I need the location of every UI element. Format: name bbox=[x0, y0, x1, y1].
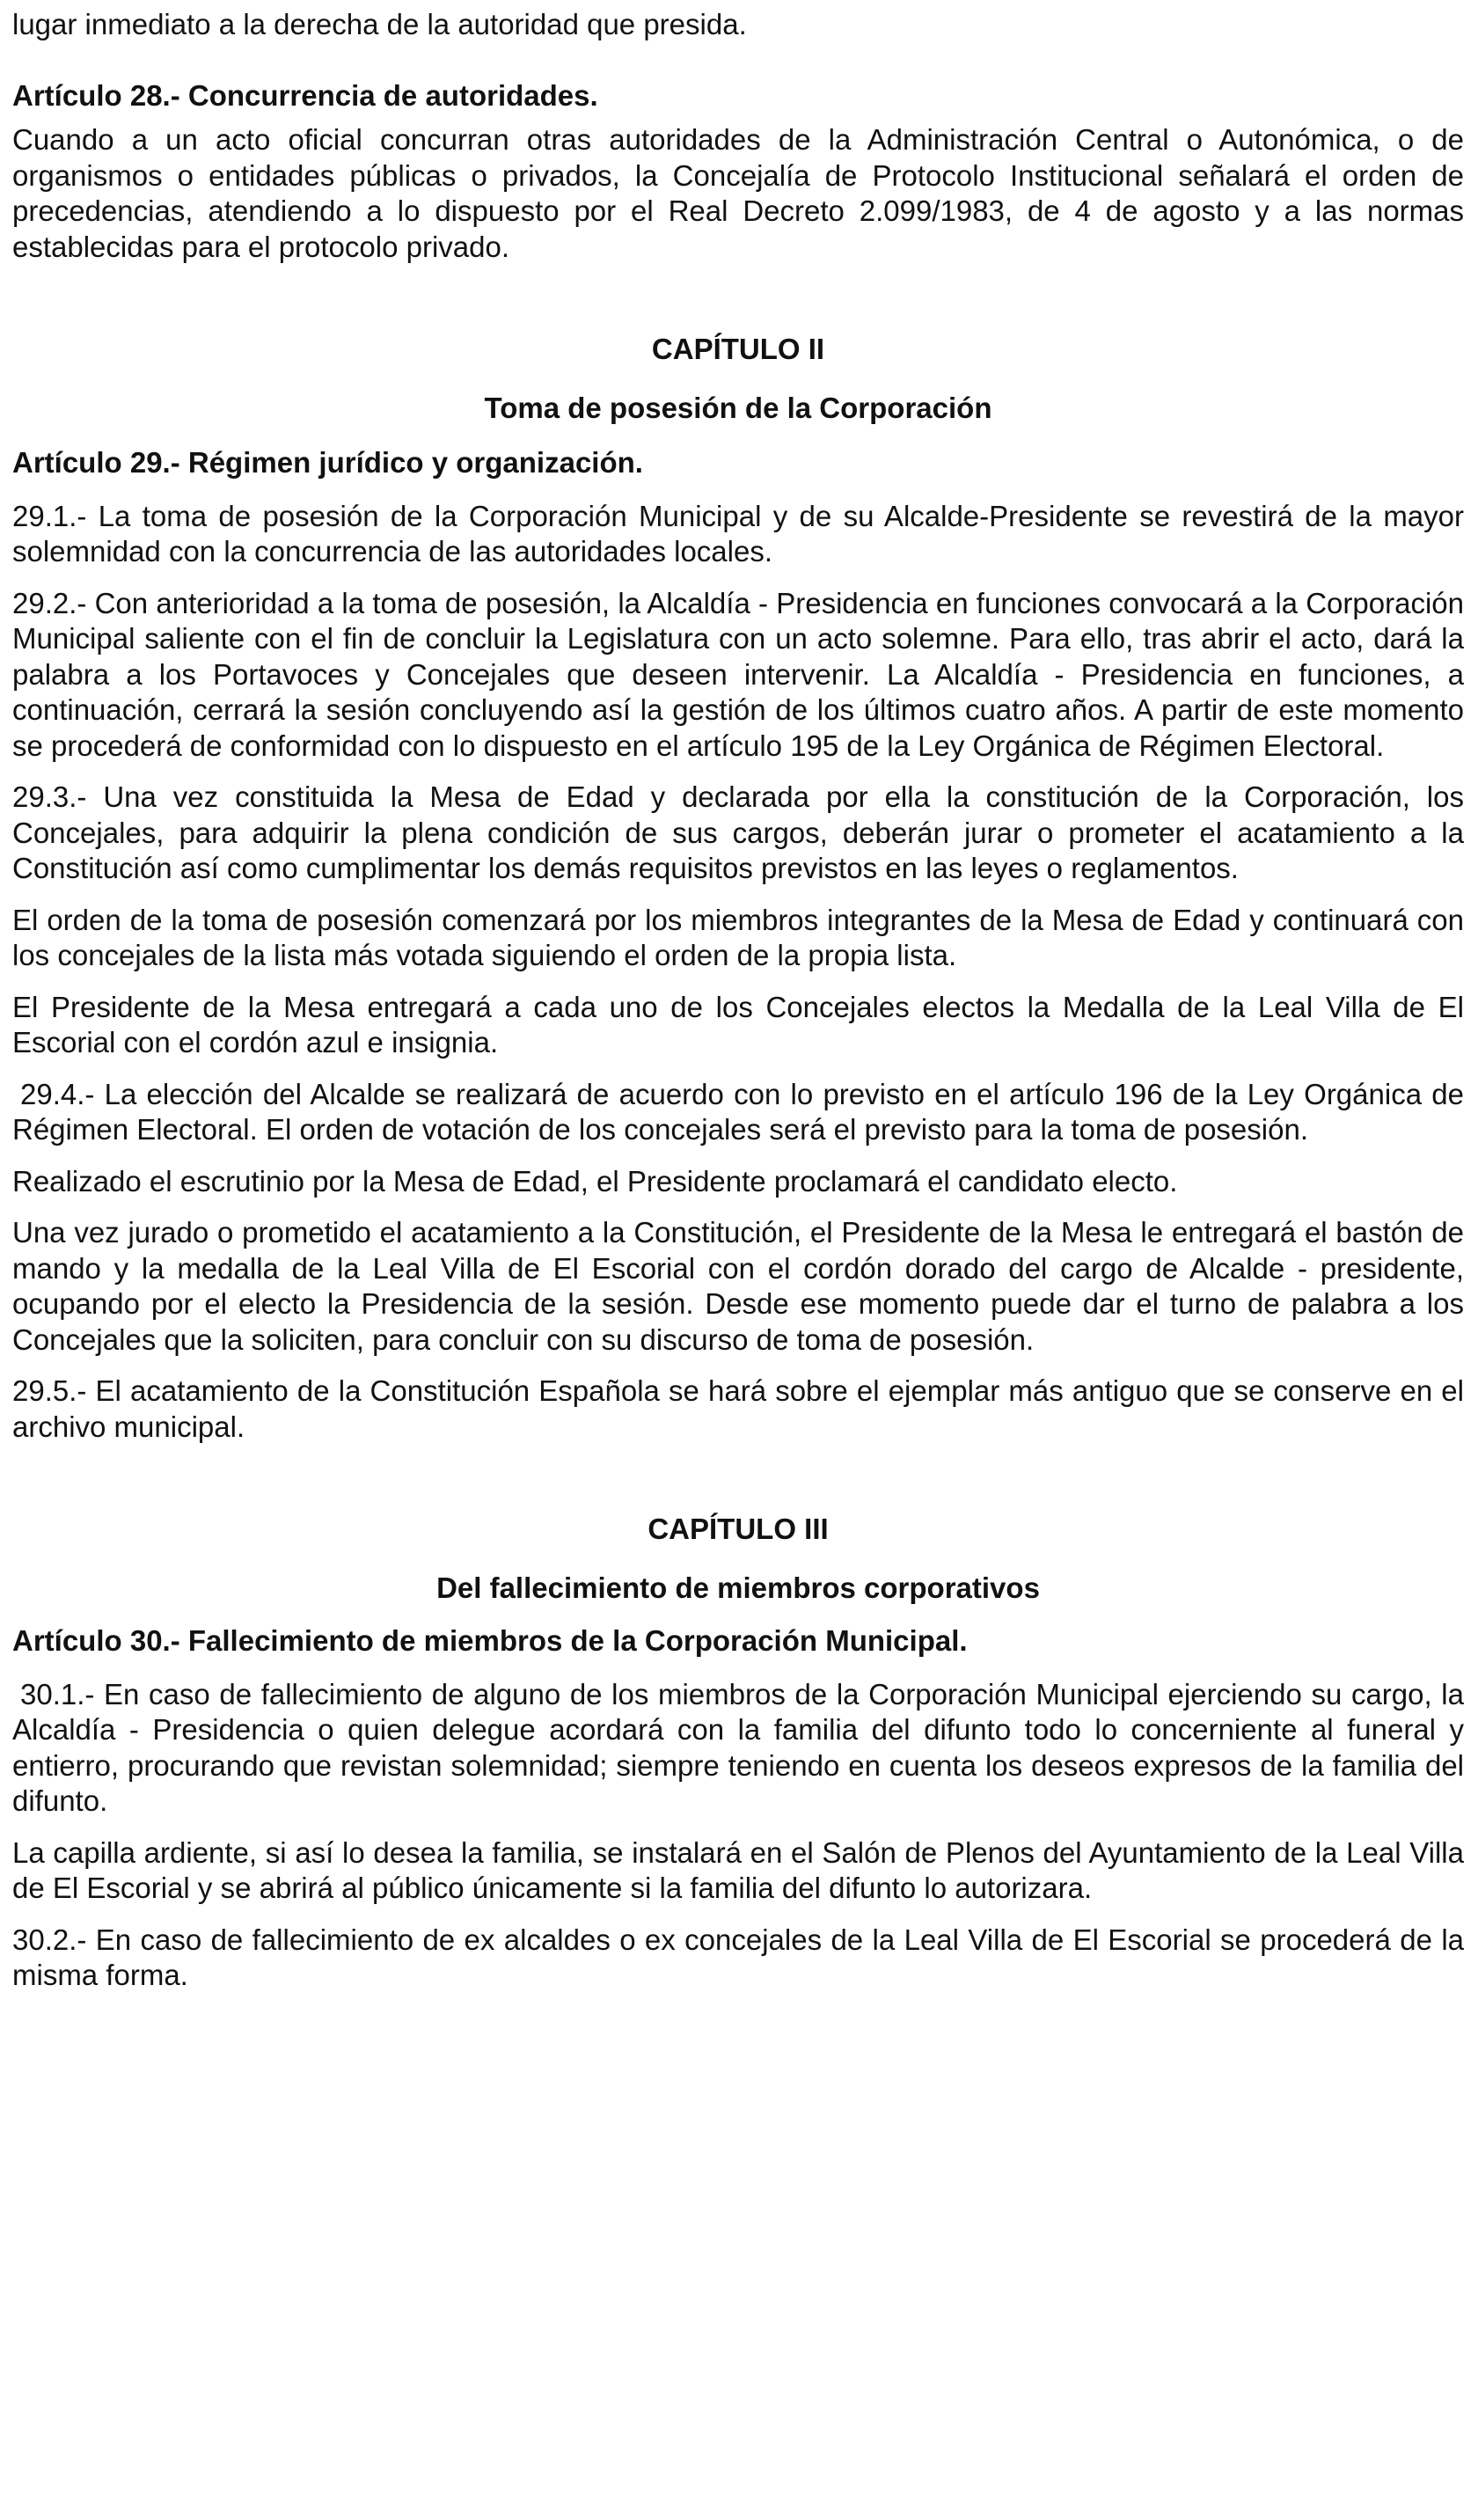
article-29-paragraph-9: 29.5.- El acatamiento de la Constitución Española se hará sobre el ejemplar más antiguo que se conserve en el archivo municipal. bbox=[12, 1374, 1464, 1443]
chapter-2-title: CAPÍTULO II bbox=[651, 333, 825, 365]
article-30-paragraph-1: 30.1.- En caso de fallecimiento de alguno de los miembros de la Corporación Municipal ejerciendo su cargo, la Alcaldía - Presidencia o quien delegue acordará con la familia del difunto todo lo concerniente al funeral y entierro, procurando que revistan solemnidad; siempre teniendo en cuenta los deseos expresos de la familia del difunto. bbox=[12, 1677, 1464, 1817]
article-29-paragraph-8: Una vez jurado o prometido el acatamiento a la Constitución, el Presidente de la Mesa le entregará el bastón de mando y la medalla de la Leal Villa de El Escorial con el cordón dorado del cargo de Alcalde - presidente, ocupando por el electo la Presidencia de la sesión. Desde ese momento puede dar el turno de palabra a los Concejales que la soliciten, para concluir con su discurso de toma de posesión. bbox=[12, 1216, 1464, 1356]
intro-paragraph: lugar inmediato a la derecha de la autoridad que presida. bbox=[12, 8, 747, 40]
article-28-paragraph-1: Cuando a un acto oficial concurran otras autoridades de la Administración Central o Autonómica, o de organismos o entidades públicas o privados, la Concejalía de Protocolo Institucional señalará el orden de precedencias, atendiendo a lo dispuesto por el Real Decreto 2.099/1983, de 4 de agosto y a las normas establecidas para el protocolo privado. bbox=[12, 123, 1464, 263]
article-28-title: Artículo 28.- Concurrencia de autoridades. bbox=[12, 78, 598, 112]
chapter-2-subtitle: Toma de posesión de la Corporación bbox=[484, 391, 992, 424]
article-30-paragraph-2: La capilla ardiente, si así lo desea la familia, se instalará en el Salón de Plenos del Ayuntamiento de la Leal Villa de El Escorial y se abrirá al público únicamente si la familia del difunto lo autorizara. bbox=[12, 1835, 1464, 1904]
article-29-paragraph-7: Realizado el escrutinio por la Mesa de Edad, el Presidente proclamará el candidato electo. bbox=[12, 1164, 1178, 1198]
article-29-paragraph-3: 29.3.- Una vez constituida la Mesa de Edad y declarada por ella la constitución de la Corporación, los Concejales, para adquirir la plena condición de sus cargos, deberán jurar o prometer el acatamiento a la Constitución así como cumplimentar los demás requisitos previstos en las leyes o reglamentos. bbox=[12, 780, 1464, 884]
article-30-paragraph-3: 30.2.- En caso de fallecimiento de ex alcaldes o ex concejales de la Leal Villa de El Escorial se procederá de la misma forma. bbox=[12, 1923, 1464, 1991]
article-29-paragraph-2: 29.2.- Con anterioridad a la toma de posesión, la Alcaldía - Presidencia en funciones convocará a la Corporación Municipal saliente con el fin de concluir la Legislatura con un acto solemne. Para ello, tras abrir el acto, dará la palabra a los Portavoces y Concejales que deseen intervenir. La Alcaldía - Presidencia en funciones, a continuación, cerrará la sesión concluyendo así la gestión de los últimos cuatro años. A partir de este momento se procederá de conformidad con lo dispuesto en el artículo 195 de la Ley Orgánica de Régimen Electoral. bbox=[12, 586, 1464, 762]
article-29-paragraph-5: El Presidente de la Mesa entregará a cada uno de los Concejales electos la Medalla de la Leal Villa de El Escorial con el cordón azul e insignia. bbox=[12, 990, 1464, 1059]
article-29-title: Artículo 29.- Régimen jurídico y organización. bbox=[12, 446, 643, 479]
article-29-paragraph-1: 29.1.- La toma de posesión de la Corporación Municipal y de su Alcalde-Presidente se revestirá de la mayor solemnidad con la concurrencia de las autoridades locales. bbox=[12, 499, 1464, 568]
article-29-paragraph-6: 29.4.- La elección del Alcalde se realizará de acuerdo con lo previsto en el artículo 196 de la Ley Orgánica de Régimen Electoral. El orden de votación de los concejales será el previsto para la toma de posesión. bbox=[12, 1077, 1464, 1146]
chapter-3-subtitle: Del fallecimiento de miembros corporativos bbox=[436, 1571, 1040, 1604]
article-29-paragraph-4: El orden de la toma de posesión comenzará por los miembros integrantes de la Mesa de Edad y continuará con los concejales de la lista más votada siguiendo el orden de la propia lista. bbox=[12, 903, 1464, 971]
chapter-3-title: CAPÍTULO III bbox=[648, 1513, 829, 1545]
article-30-title: Artículo 30.- Fallecimiento de miembros de la Corporación Municipal. bbox=[12, 1624, 968, 1657]
